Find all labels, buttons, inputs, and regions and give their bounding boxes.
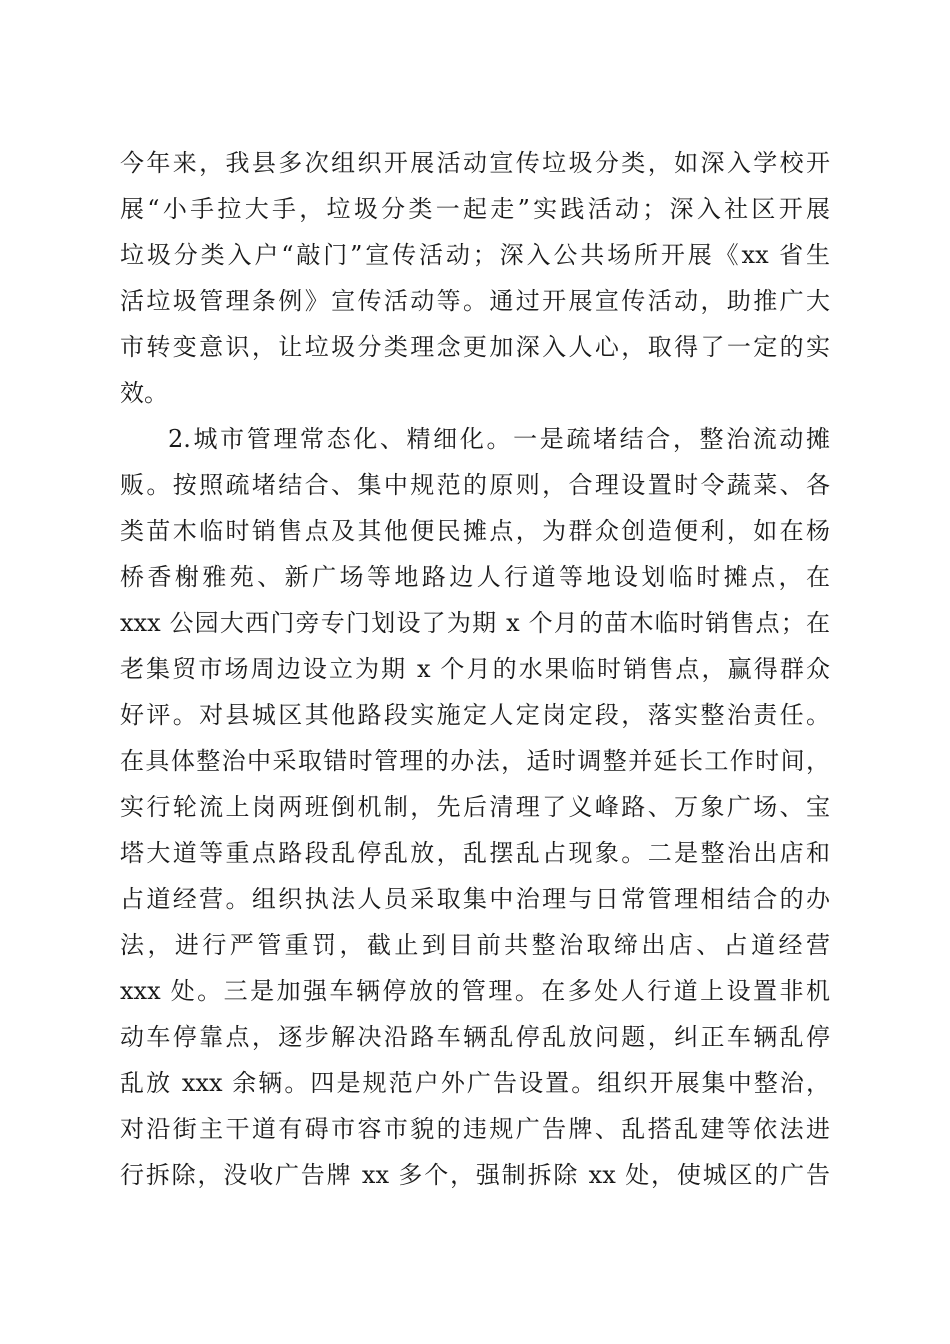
text-line: 动车停靠点，逐步解决沿路车辆乱停乱放问题，纠正车辆乱停: [120, 1023, 830, 1051]
text-line: 2.城市管理常态化、精细化。一是疏堵结合，整治流动摊: [168, 425, 830, 453]
text-line: 垃圾分类入户“敲门”宣传活动；深入公共场所开展《xx 省生: [120, 241, 830, 269]
text-line: xxx 公园大西门旁专门划设了为期 x 个月的苗木临时销售点；在: [120, 609, 830, 637]
text-line: 在具体整治中采取错时管理的办法，适时调整并延长工作时间，: [120, 747, 830, 775]
text-line: 法，进行严管重罚，截止到目前共整治取缔出店、占道经营: [120, 931, 830, 959]
text-line: 老集贸市场周边设立为期 x 个月的水果临时销售点，赢得群众: [120, 655, 830, 683]
text-line: 好评。对县城区其他路段实施定人定岗定段，落实整治责任。: [120, 701, 830, 729]
text-line: 实行轮流上岗两班倒机制，先后清理了义峰路、万象广场、宝: [120, 793, 830, 821]
text-line: 展“小手拉大手，垃圾分类一起走”实践活动；深入社区开展: [120, 195, 830, 223]
text-line: 对沿街主干道有碍市容市貌的违规广告牌、乱搭乱建等依法进: [120, 1115, 830, 1143]
paragraph-1: [120, 140, 830, 416]
document-body: [120, 140, 830, 1198]
text-line: 贩。按照疏堵结合、集中规范的原则，合理设置时令蔬菜、各: [120, 471, 830, 499]
text-line: 占道经营。组织执法人员采取集中治理与日常管理相结合的办: [120, 885, 830, 913]
text-line: 市转变意识，让垃圾分类理念更加深入人心，取得了一定的实: [120, 333, 830, 361]
text-line: 今年来，我县多次组织开展活动宣传垃圾分类，如深入学校开: [120, 149, 830, 177]
text-line: 活垃圾管理条例》宣传活动等。通过开展宣传活动，助推广大: [120, 287, 830, 315]
text-line: 桥香榭雅苑、新广场等地路边人行道等地设划临时摊点，在: [120, 563, 830, 591]
text-line: 塔大道等重点路段乱停乱放，乱摆乱占现象。二是整治出店和: [120, 839, 830, 867]
text-line: 类苗木临时销售点及其他便民摊点，为群众创造便利，如在杨: [120, 517, 830, 545]
text-line: 效。: [120, 379, 168, 407]
text-line: 乱放 xxx 余辆。四是规范户外广告设置。组织开展集中整治，: [120, 1069, 830, 1097]
paragraph-2: [120, 416, 830, 1198]
text-line: 行拆除，没收广告牌 xx 多个，强制拆除 xx 处，使城区的广告: [120, 1161, 830, 1189]
text-line: xxx 处。三是加强车辆停放的管理。在多处人行道上设置非机: [120, 977, 830, 1005]
